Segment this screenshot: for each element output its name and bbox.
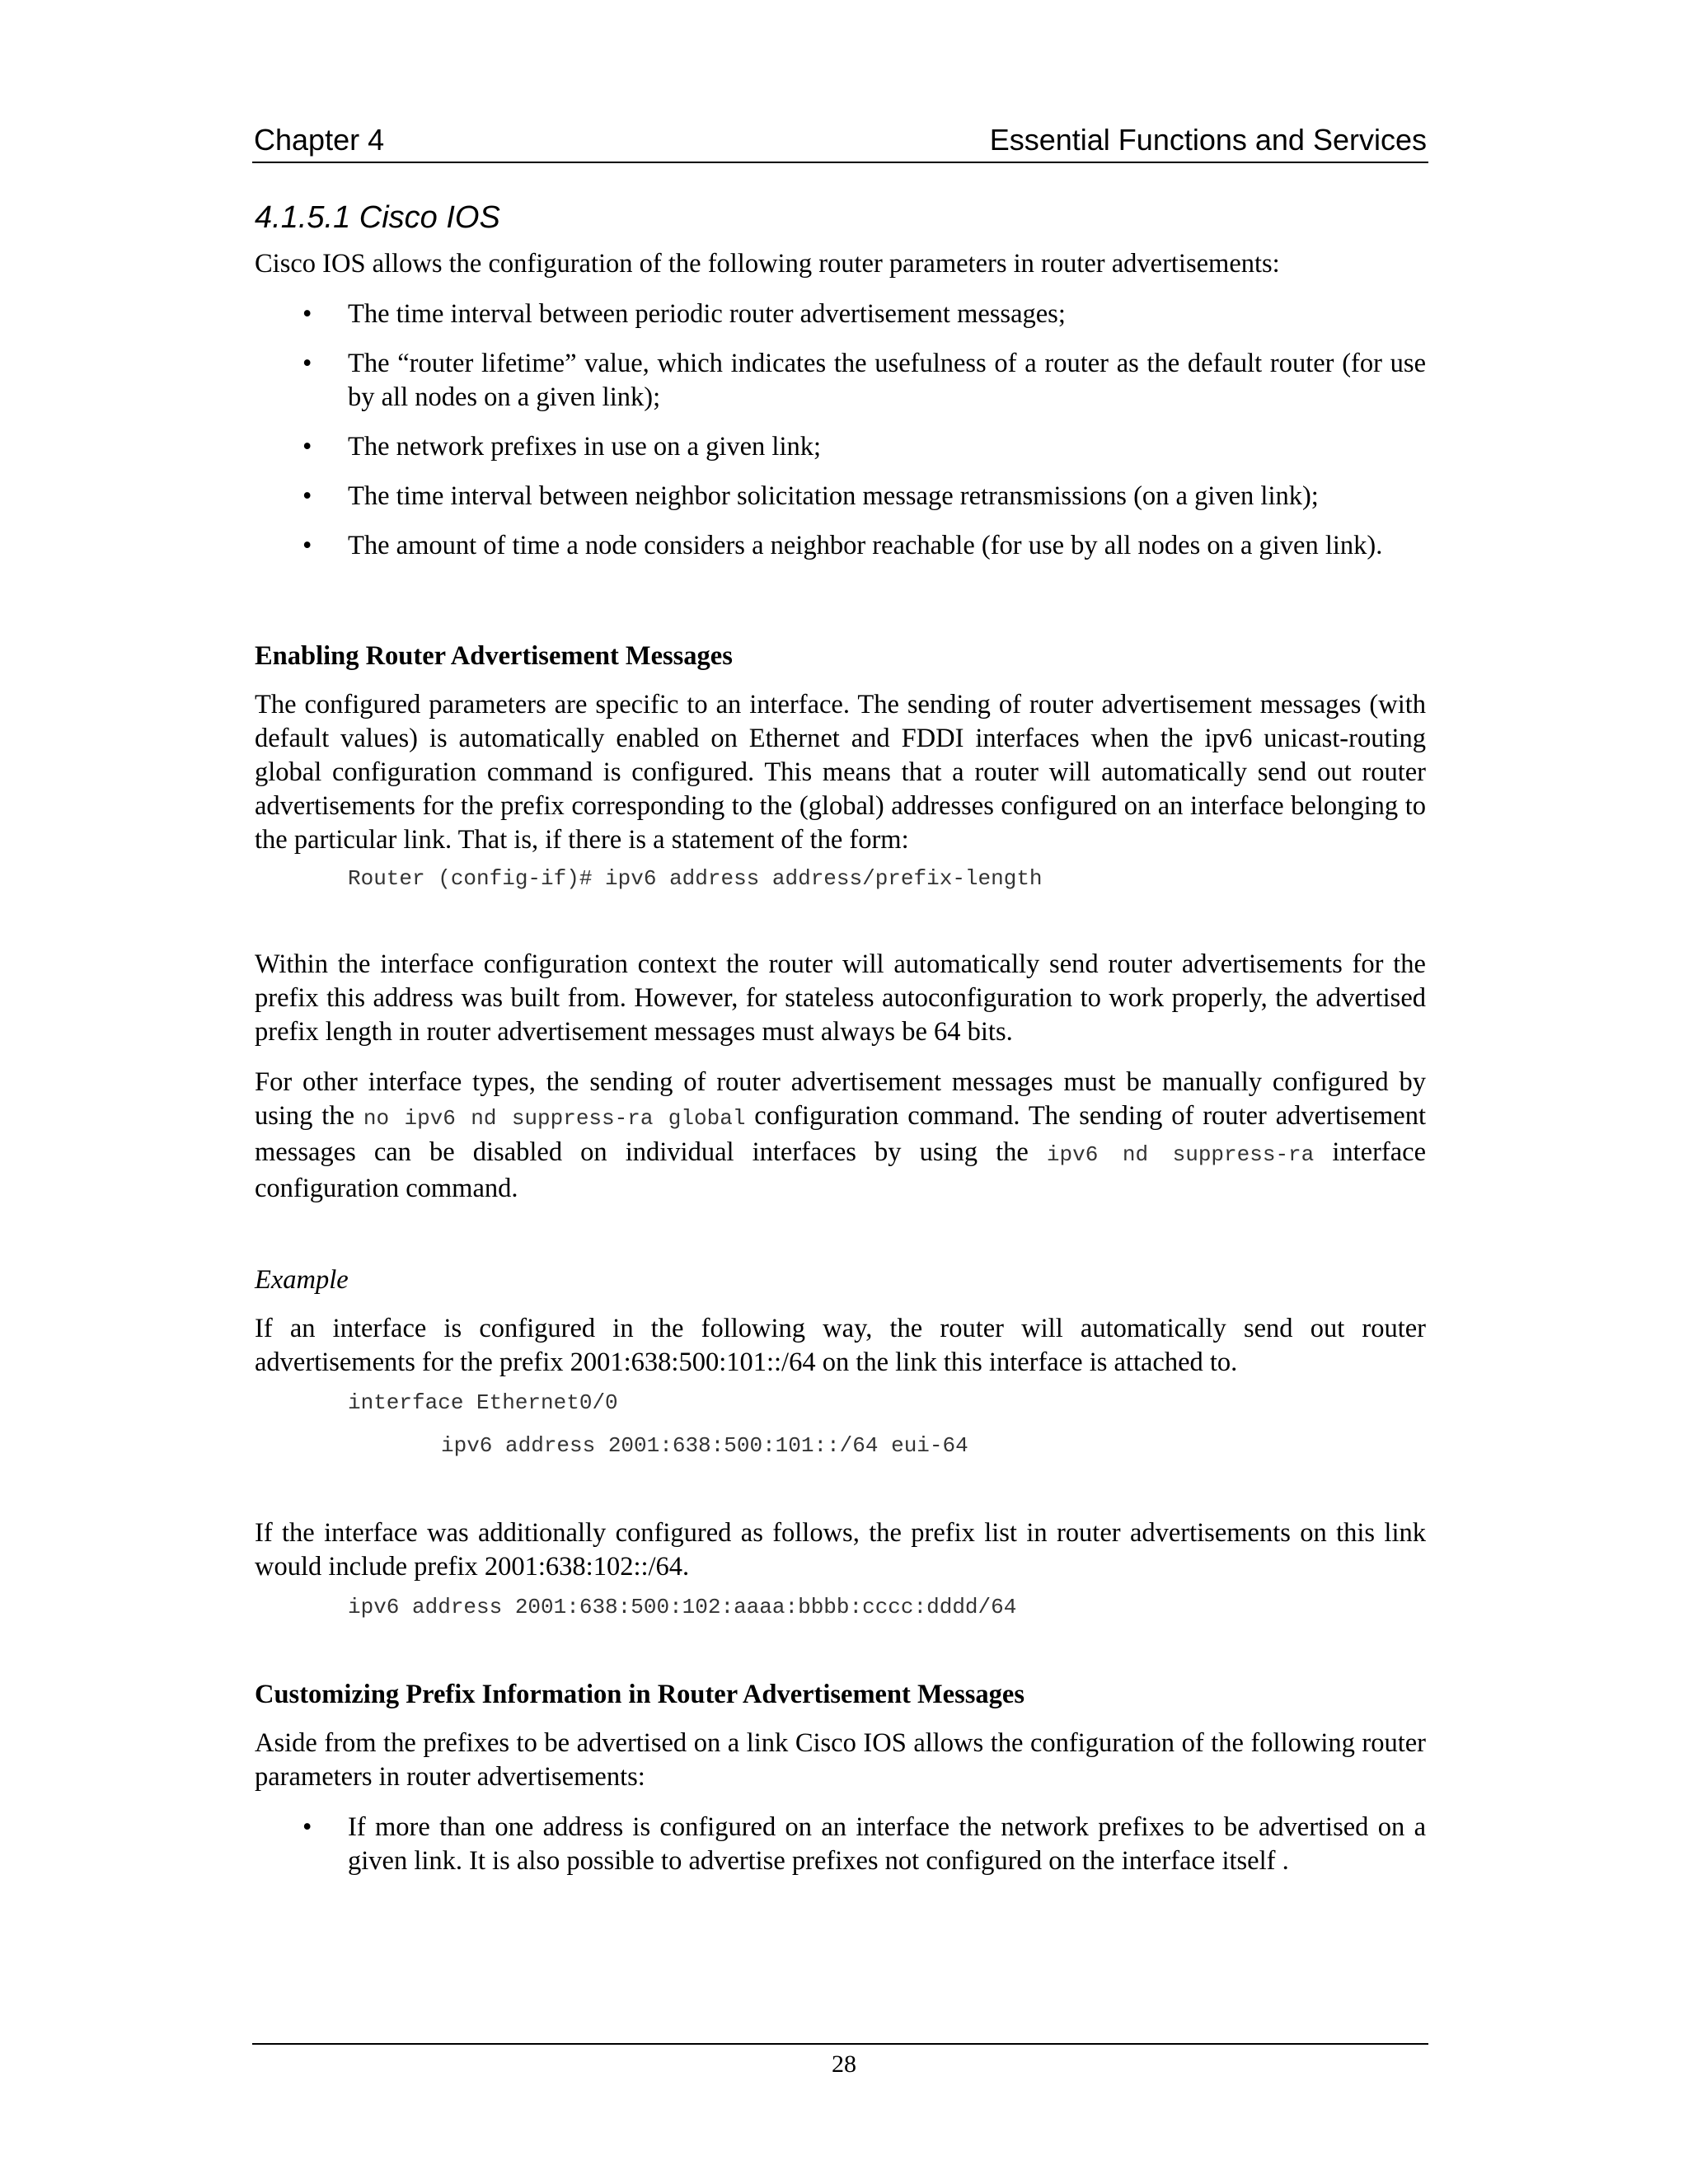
- bullet-icon: •: [302, 299, 312, 329]
- example-heading: Example: [255, 1265, 349, 1295]
- example-paragraph-1: If an interface is configured in the following way, the router will automatically send out router advertisements for the prefix 2001:638:500:101::/64 on the link this interface is attached to.: [255, 1314, 1426, 1377]
- list-item: • The time interval between neighbor solicitation message retransmissions (on a given link);: [255, 480, 1426, 513]
- bullet-icon: •: [302, 531, 312, 560]
- customizing-paragraph-1: Aside from the prefixes to be advertised on a link Cisco IOS allows the configuration of the following router parameters in router advertisements:: [255, 1728, 1426, 1792]
- code-block-router-config: Router (config-if)# ipv6 address address/prefix-length: [348, 866, 1043, 891]
- customizing-heading: Customizing Prefix Information in Router Advertisement Messages: [255, 1680, 1025, 1709]
- section-title: 4.1.5.1 Cisco IOS: [255, 200, 500, 235]
- header-title: Essential Functions and Services: [989, 123, 1427, 157]
- list-item: • The network prefixes in use on a given link;: [255, 430, 1426, 464]
- list-item: • The time interval between periodic router advertisement messages;: [255, 298, 1426, 331]
- list-item: • The “router lifetime” value, which indicates the usefulness of a router as the default router (for use by all nodes on a given link);: [302, 349, 1426, 412]
- enabling-heading: Enabling Router Advertisement Messages: [255, 641, 733, 671]
- bullet-icon: •: [302, 349, 312, 378]
- parameter-list: [255, 298, 1426, 563]
- inline-code-suppress-global: no ipv6 nd suppress-ra global: [363, 1106, 746, 1131]
- enabling-paragraph-1: The configured parameters are specific to an interface. The sending of router advertisement messages (with default values) is automatically enabled on Ethernet and FDDI interfaces when the ipv6 unicast-routing global configuration command is configured. This means that a router will automatically send out router advertisements for the prefix corresponding to the (global) addresses configured on an interface belonging to the particular link. That is, if there is a statement of the form:: [255, 690, 1426, 855]
- running-header: [252, 124, 1428, 163]
- bullet-icon: •: [302, 481, 312, 511]
- list-item: • If more than one address is configured on an interface the network prefixes to be advertised on a given link. It is also possible to advertise prefixes not configured on the interface itself .: [302, 1812, 1426, 1876]
- enabling-paragraph-2: Within the interface configuration context the router will automatically send router advertisements for the prefix this address was built from. However, for stateless autoconfiguration to work properly, the advertised prefix length in router advertisement messages must always be 64 bits.: [255, 949, 1426, 1047]
- customizing-list: [255, 1811, 1426, 1878]
- code-block-ipv6-address-2: ipv6 address 2001:638:500:102:aaaa:bbbb:cccc:dddd/64: [348, 1595, 1017, 1619]
- bullet-icon: •: [302, 432, 312, 462]
- code-block-ipv6-address: ipv6 address 2001:638:500:101::/64 eui-64: [441, 1433, 968, 1458]
- enabling-paragraph-3: For other interface types, the sending of router advertisement messages must be manually configured by using the no ipv6 nd suppress-ra global configuration command. The sending of router advertisement messages can be disabled on individual interfaces by using the ipv6 nd suppress-ra interface configuration command.: [255, 1067, 1427, 1203]
- page-body: [255, 196, 1426, 1894]
- list-item: • The amount of time a node considers a neighbor reachable (for use by all nodes on a given link).: [255, 529, 1426, 563]
- header-chapter: Chapter 4: [254, 123, 385, 157]
- bullet-icon: •: [302, 1812, 312, 1842]
- footer-divider: [252, 2043, 1428, 2045]
- example-paragraph-2: If the interface was additionally configured as follows, the prefix list in router advertisements on this link would include prefix 2001:638:102::/64.: [255, 1518, 1426, 1582]
- inline-code-suppress-ra: ipv6 nd suppress-ra: [1046, 1142, 1315, 1167]
- code-block-interface: interface Ethernet0/0: [348, 1390, 618, 1415]
- section-intro: Cisco IOS allows the configuration of the following router parameters in router advertisements:: [255, 249, 1280, 279]
- page-number: 28: [832, 2050, 856, 2078]
